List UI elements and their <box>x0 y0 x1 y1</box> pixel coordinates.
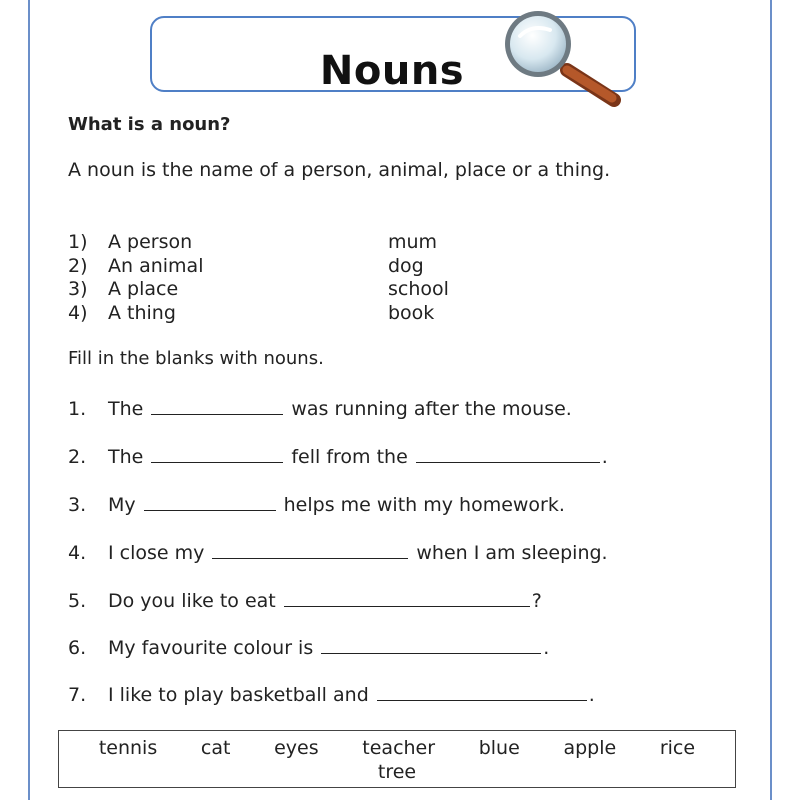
answer-blank[interactable] <box>377 682 587 701</box>
word-bank-item: tennis <box>98 737 158 759</box>
question-number: 2. <box>68 446 87 468</box>
question-text: fell from the <box>291 446 408 468</box>
question-text: . <box>543 637 550 659</box>
question-text: helps me with my homework. <box>283 494 565 516</box>
question-text: I like to play basketball and <box>108 684 369 706</box>
answer-blank[interactable] <box>144 492 276 511</box>
question-text: My <box>108 494 136 516</box>
question-number: 7. <box>68 684 87 706</box>
word-bank-item: teacher <box>362 737 436 759</box>
example-list <box>68 231 449 325</box>
example-category: An animal <box>108 254 204 277</box>
question-number: 5. <box>68 590 87 612</box>
question-text: The <box>108 398 144 420</box>
question-text: was running after the mouse. <box>291 398 572 420</box>
question-number: 6. <box>68 637 87 659</box>
example-category: A place <box>108 278 179 300</box>
question-2 <box>68 444 608 468</box>
section-heading: What is a noun? <box>68 114 231 135</box>
example-word: mum <box>388 231 438 253</box>
example-category: A thing <box>108 301 176 324</box>
question-5 <box>68 588 542 612</box>
example-category: A person <box>108 231 193 253</box>
exercise-instruction: Fill in the blanks with nouns. <box>68 348 324 369</box>
answer-blank[interactable] <box>151 444 283 463</box>
example-word: school <box>388 278 449 300</box>
word-bank-item: eyes <box>274 737 319 759</box>
answer-blank[interactable] <box>416 444 600 463</box>
word-bank-item: cat <box>200 737 231 759</box>
example-number: 2) <box>68 254 88 277</box>
question-text: when I am sleeping. <box>416 542 608 564</box>
answer-blank[interactable] <box>212 540 408 559</box>
question-1 <box>68 396 572 420</box>
question-text: . <box>601 446 608 468</box>
word-bank-item: apple <box>563 737 617 759</box>
question-text: I close my <box>108 542 205 564</box>
example-word: dog <box>388 254 424 277</box>
example-row <box>68 278 449 302</box>
question-text: Do you like to eat <box>108 590 276 612</box>
question-text: The <box>108 446 144 468</box>
word-bank <box>58 730 736 788</box>
magnifying-glass-icon <box>492 8 632 108</box>
noun-definition: A noun is the name of a person, animal, place or a thing. <box>68 159 611 181</box>
question-7 <box>68 682 595 706</box>
example-row <box>68 231 449 255</box>
word-bank-item: rice <box>659 737 696 759</box>
example-row <box>68 302 449 326</box>
word-bank-item: blue <box>478 737 520 759</box>
question-6 <box>68 635 549 659</box>
answer-blank[interactable] <box>284 588 530 607</box>
example-row <box>68 255 449 279</box>
question-4 <box>68 540 608 564</box>
question-text: . <box>588 684 595 706</box>
example-number: 3) <box>68 278 88 300</box>
question-number: 3. <box>68 494 87 516</box>
question-number: 4. <box>68 542 87 564</box>
example-number: 1) <box>68 231 88 253</box>
question-text: My favourite colour is <box>108 637 314 659</box>
answer-blank[interactable] <box>151 396 283 415</box>
question-text: ? <box>531 590 542 612</box>
question-number: 1. <box>68 398 87 420</box>
word-bank-item: tree <box>377 761 417 783</box>
example-word: book <box>388 301 435 324</box>
answer-blank[interactable] <box>321 635 541 654</box>
example-number: 4) <box>68 301 88 324</box>
page-title: Nouns <box>319 48 465 94</box>
question-3 <box>68 492 565 516</box>
